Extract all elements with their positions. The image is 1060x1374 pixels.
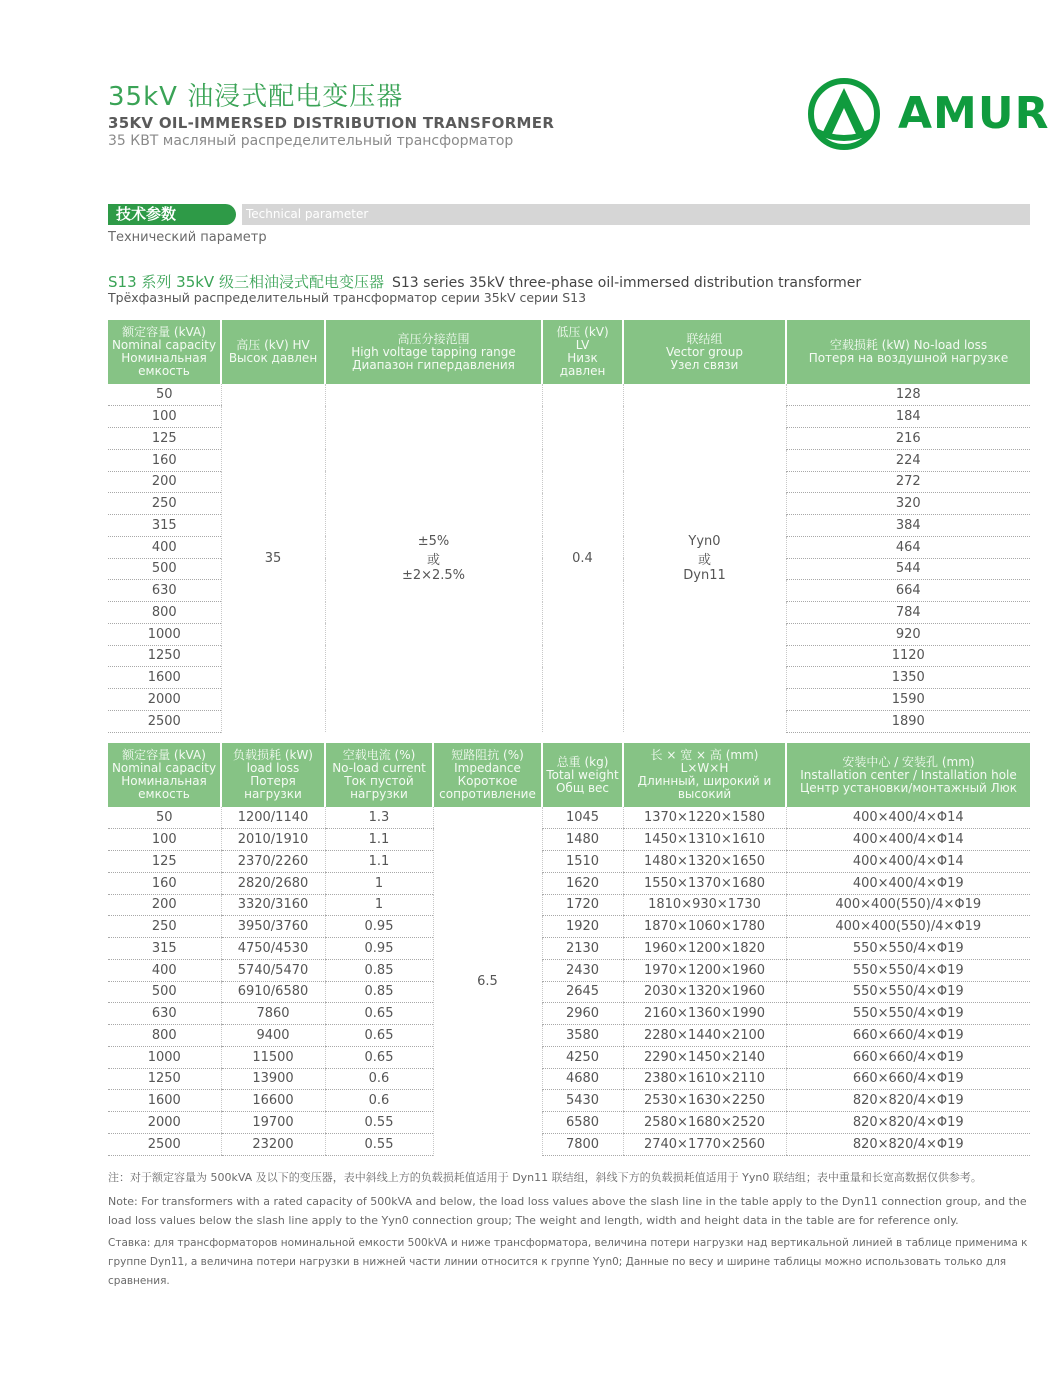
table-row — [108, 1133, 1030, 1155]
cell-dimensions: 1550×1370×1680 — [623, 872, 786, 894]
cell-load-loss: 2010/1910 — [221, 829, 325, 851]
cell-load-loss: 6910/6580 — [221, 981, 325, 1003]
cell-noload-current: 0.55 — [325, 1112, 433, 1134]
cell-noload-current: 0.55 — [325, 1133, 433, 1155]
cell-noload-current: 0.95 — [325, 938, 433, 960]
cell-load-loss: 13900 — [221, 1068, 325, 1090]
page-title-ru: 35 КВТ масляный распределительный трансформатор — [108, 133, 514, 149]
header-noload-current: 空载电流 (%) No-load current Ток пустой нагрузки — [325, 743, 433, 807]
cell-load-loss: 3950/3760 — [221, 916, 325, 938]
cell-capacity: 160 — [108, 449, 221, 471]
cell-total-weight: 1920 — [542, 916, 623, 938]
cell-total-weight: 4680 — [542, 1068, 623, 1090]
section-label-ru: Технический параметр — [108, 230, 267, 245]
cell-installation: 660×660/4×Φ19 — [786, 1068, 1030, 1090]
cell-capacity: 125 — [108, 851, 221, 873]
cell-capacity: 1000 — [108, 623, 221, 645]
cell-load-loss: 19700 — [221, 1112, 325, 1134]
cell-noload-loss: 320 — [786, 493, 1030, 515]
cell-capacity: 500 — [108, 558, 221, 580]
cell-impedance: 6.5 — [433, 807, 542, 1155]
cell-total-weight: 2430 — [542, 959, 623, 981]
cell-noload-loss: 920 — [786, 623, 1030, 645]
cell-installation: 400×400(550)/4×Φ19 — [786, 894, 1030, 916]
cell-capacity: 100 — [108, 406, 221, 428]
cell-dimensions: 1370×1220×1580 — [623, 807, 786, 829]
cell-capacity: 1600 — [108, 667, 221, 689]
cell-load-loss: 11500 — [221, 1046, 325, 1068]
table-row — [108, 981, 1030, 1003]
cell-noload-current: 1 — [325, 872, 433, 894]
cell-noload-loss: 664 — [786, 580, 1030, 602]
cell-noload-current: 0.65 — [325, 1046, 433, 1068]
cell-total-weight: 2645 — [542, 981, 623, 1003]
cell-installation: 550×550/4×Φ19 — [786, 938, 1030, 960]
cell-capacity: 400 — [108, 536, 221, 558]
cell-noload-loss: 1590 — [786, 689, 1030, 711]
cell-dimensions: 2280×1440×2100 — [623, 1025, 786, 1047]
header-total-weight: 总重 (kg) Total weight Общ вес — [542, 743, 623, 807]
cell-load-loss: 2370/2260 — [221, 851, 325, 873]
cell-capacity: 125 — [108, 428, 221, 450]
cell-capacity: 630 — [108, 1003, 221, 1025]
table2-header-row — [108, 743, 1030, 807]
note-ru: Ставка: для трансформаторов номинальной емкости 500kVA и ниже трансформатора, величина потери нагрузки над вертикальной линией в таблице применима к группе Dyn11, а величина потери нагрузки в нижней части линии относится к группе Yyn0; Данные по весу и ширине таблицы можно использовать только для сравнения. — [108, 1237, 1028, 1287]
cell-total-weight: 1480 — [542, 829, 623, 851]
cell-total-weight: 2960 — [542, 1003, 623, 1025]
cell-capacity: 1000 — [108, 1046, 221, 1068]
header-installation: 安装中心 / 安装孔 (mm) Installation center / Installation hole Центр установки/монтажный Люк — [786, 743, 1030, 807]
cell-capacity: 50 — [108, 807, 221, 829]
header-lv: 低压 (kV) LV Низк давлен — [542, 320, 623, 384]
cell-installation: 400×400/4×Φ14 — [786, 829, 1030, 851]
cell-noload-current: 0.6 — [325, 1068, 433, 1090]
cell-capacity: 2000 — [108, 1112, 221, 1134]
cell-dimensions: 2030×1320×1960 — [623, 981, 786, 1003]
cell-dimensions: 2380×1610×2110 — [623, 1068, 786, 1090]
cell-load-loss: 7860 — [221, 1003, 325, 1025]
cell-installation: 550×550/4×Φ19 — [786, 959, 1030, 981]
cell-load-loss: 9400 — [221, 1025, 325, 1047]
cell-noload-loss: 128 — [786, 384, 1030, 406]
table-row — [108, 807, 1030, 829]
cell-capacity: 200 — [108, 471, 221, 493]
cell-noload-current: 0.6 — [325, 1090, 433, 1112]
cell-dimensions: 2740×1770×2560 — [623, 1133, 786, 1155]
table-row — [108, 872, 1030, 894]
cell-noload-current: 1 — [325, 894, 433, 916]
cell-capacity: 400 — [108, 959, 221, 981]
table-row — [108, 1003, 1030, 1025]
table-row — [108, 1046, 1030, 1068]
header-noload-loss: 空载损耗 (kW) No-load loss Потеря на воздушной нагрузке — [786, 320, 1030, 384]
cell-capacity: 315 — [108, 515, 221, 537]
cell-capacity: 315 — [108, 938, 221, 960]
cell-dimensions: 1870×1060×1780 — [623, 916, 786, 938]
cell-capacity: 200 — [108, 894, 221, 916]
cell-noload-current: 0.95 — [325, 916, 433, 938]
note-en: Note: For transformers with a rated capacity of 500kVA and below, the load loss values above the slash line in the table apply to the Dyn11 connection group, and the load loss values below the slash line apply to the Yyn0 connection group; The weight and length, width and height data in the table are for reference only. — [108, 1195, 1027, 1227]
cell-load-loss: 2820/2680 — [221, 872, 325, 894]
cell-total-weight: 1720 — [542, 894, 623, 916]
cell-installation: 820×820/4×Φ19 — [786, 1133, 1030, 1155]
section-header — [108, 204, 1030, 225]
header-tapping-range: 高压分接范围 High voltage tapping range Диапазон гипердавления — [325, 320, 542, 384]
cell-capacity: 250 — [108, 493, 221, 515]
cell-capacity: 500 — [108, 981, 221, 1003]
table-row — [108, 829, 1030, 851]
cell-total-weight: 1045 — [542, 807, 623, 829]
cell-noload-loss: 1120 — [786, 645, 1030, 667]
page-title-cn: 35kV 油浸式配电变压器 — [108, 82, 404, 112]
cell-total-weight: 6580 — [542, 1112, 623, 1134]
amur-emblem-icon — [806, 78, 886, 152]
cell-installation: 400×400(550)/4×Φ19 — [786, 916, 1030, 938]
header-capacity: 额定容量 (kVA) Nominal capacity Номинальная емкость — [108, 743, 221, 807]
cell-capacity: 1250 — [108, 1068, 221, 1090]
series-subtitle — [108, 271, 861, 292]
header-capacity: 额定容量 (kVA) Nominal capacity Номинальная емкость — [108, 320, 221, 384]
cell-total-weight: 5430 — [542, 1090, 623, 1112]
cell-capacity: 2500 — [108, 710, 221, 732]
cell-dimensions: 1450×1310×1610 — [623, 829, 786, 851]
table-row — [108, 851, 1030, 873]
cell-load-loss: 16600 — [221, 1090, 325, 1112]
cell-noload-current: 0.65 — [325, 1003, 433, 1025]
cell-total-weight: 3580 — [542, 1025, 623, 1047]
cell-load-loss: 4750/4530 — [221, 938, 325, 960]
cell-total-weight: 1620 — [542, 872, 623, 894]
section-label-cn: 技术参数 — [108, 204, 236, 225]
brand-logo — [806, 78, 1054, 152]
cell-noload-loss: 464 — [786, 536, 1030, 558]
cell-capacity: 2500 — [108, 1133, 221, 1155]
table-row — [108, 1025, 1030, 1047]
cell-noload-current: 0.65 — [325, 1025, 433, 1047]
header-impedance: 短路阻抗 (%) Impedance Короткое сопротивление — [433, 743, 542, 807]
series-subtitle-ru: Трёхфазный распределительный трансформатор серии 35kV серии S13 — [108, 290, 587, 305]
cell-dimensions: 1480×1320×1650 — [623, 851, 786, 873]
cell-noload-current: 1.3 — [325, 807, 433, 829]
cell-noload-loss: 544 — [786, 558, 1030, 580]
cell-dimensions: 2530×1630×2250 — [623, 1090, 786, 1112]
cell-capacity: 800 — [108, 602, 221, 624]
parameter-table-2 — [108, 743, 1030, 1156]
cell-capacity: 800 — [108, 1025, 221, 1047]
logo-wordmark: AMUR — [898, 88, 1050, 139]
series-subtitle-cn: S13 系列 35kV 级三相油浸式配电变压器 — [108, 273, 384, 291]
cell-installation: 550×550/4×Φ19 — [786, 981, 1030, 1003]
table-row — [108, 1068, 1030, 1090]
header-hv: 高压 (kV) HV Высок давлен — [221, 320, 325, 384]
cell-capacity: 630 — [108, 580, 221, 602]
cell-noload-current: 0.85 — [325, 981, 433, 1003]
cell-dimensions: 1970×1200×1960 — [623, 959, 786, 981]
table1-header-row — [108, 320, 1030, 384]
parameter-table-1 — [108, 320, 1030, 733]
cell-total-weight: 4250 — [542, 1046, 623, 1068]
note-cn: 注：对于额定容量为 500kVA 及以下的变压器，表中斜线上方的负载损耗值适用于 Dyn11 联结组，斜线下方的负载损耗值适用于 Yyn0 联结组；表中重量和长宽高数据仅供参考。 — [108, 1171, 982, 1184]
cell-installation: 820×820/4×Φ19 — [786, 1112, 1030, 1134]
cell-capacity: 100 — [108, 829, 221, 851]
cell-load-loss: 5740/5470 — [221, 959, 325, 981]
cell-installation: 400×400/4×Φ14 — [786, 807, 1030, 829]
cell-dimensions: 1960×1200×1820 — [623, 938, 786, 960]
table-row — [108, 894, 1030, 916]
cell-installation: 400×400/4×Φ14 — [786, 851, 1030, 873]
series-subtitle-en: S13 series 35kV three-phase oil-immersed distribution transformer — [391, 275, 862, 291]
cell-total-weight: 7800 — [542, 1133, 623, 1155]
table-row — [108, 384, 1030, 406]
section-label-en: Technical parameter — [242, 204, 1030, 225]
page-title-en: 35KV OIL-IMMERSED DISTRIBUTION TRANSFORMER — [108, 114, 555, 132]
table-row — [108, 938, 1030, 960]
cell-load-loss: 3320/3160 — [221, 894, 325, 916]
cell-noload-loss: 224 — [786, 449, 1030, 471]
cell-installation: 660×660/4×Φ19 — [786, 1046, 1030, 1068]
header-load-loss: 负载损耗 (kW) load loss Потеря нагрузки — [221, 743, 325, 807]
cell-dimensions: 1810×930×1730 — [623, 894, 786, 916]
cell-noload-current: 1.1 — [325, 829, 433, 851]
cell-noload-current: 0.85 — [325, 959, 433, 981]
cell-installation: 660×660/4×Φ19 — [786, 1025, 1030, 1047]
cell-noload-loss: 784 — [786, 602, 1030, 624]
cell-noload-current: 1.1 — [325, 851, 433, 873]
cell-dimensions: 2160×1360×1990 — [623, 1003, 786, 1025]
cell-noload-loss: 384 — [786, 515, 1030, 537]
cell-installation: 550×550/4×Φ19 — [786, 1003, 1030, 1025]
footnotes — [108, 1170, 1030, 1291]
cell-total-weight: 2130 — [542, 938, 623, 960]
header-dimensions: 长 × 宽 × 高 (mm) L×W×H Длинный, широкий и высокий — [623, 743, 786, 807]
cell-capacity: 2000 — [108, 689, 221, 711]
cell-capacity: 250 — [108, 916, 221, 938]
cell-noload-loss: 216 — [786, 428, 1030, 450]
table-row — [108, 916, 1030, 938]
cell-noload-loss: 272 — [786, 471, 1030, 493]
table-row — [108, 959, 1030, 981]
cell-total-weight: 1510 — [542, 851, 623, 873]
cell-installation: 400×400/4×Φ19 — [786, 872, 1030, 894]
cell-load-loss: 1200/1140 — [221, 807, 325, 829]
cell-dimensions: 2580×1680×2520 — [623, 1112, 786, 1134]
table-row — [108, 1112, 1030, 1134]
cell-dimensions: 2290×1450×2140 — [623, 1046, 786, 1068]
header-vector-group: 联结组 Vector group Узел связи — [623, 320, 786, 384]
cell-hv: 35 — [221, 384, 325, 732]
cell-noload-loss: 1890 — [786, 710, 1030, 732]
cell-tapping-range: ±5% 或 ±2×2.5% — [325, 384, 542, 732]
cell-capacity: 160 — [108, 872, 221, 894]
cell-noload-loss: 1350 — [786, 667, 1030, 689]
cell-capacity: 1250 — [108, 645, 221, 667]
cell-capacity: 50 — [108, 384, 221, 406]
cell-lv: 0.4 — [542, 384, 623, 732]
cell-capacity: 1600 — [108, 1090, 221, 1112]
cell-load-loss: 23200 — [221, 1133, 325, 1155]
table-row — [108, 1090, 1030, 1112]
cell-noload-loss: 184 — [786, 406, 1030, 428]
cell-installation: 820×820/4×Φ19 — [786, 1090, 1030, 1112]
cell-vector-group: Yyn0 或 Dyn11 — [623, 384, 786, 732]
